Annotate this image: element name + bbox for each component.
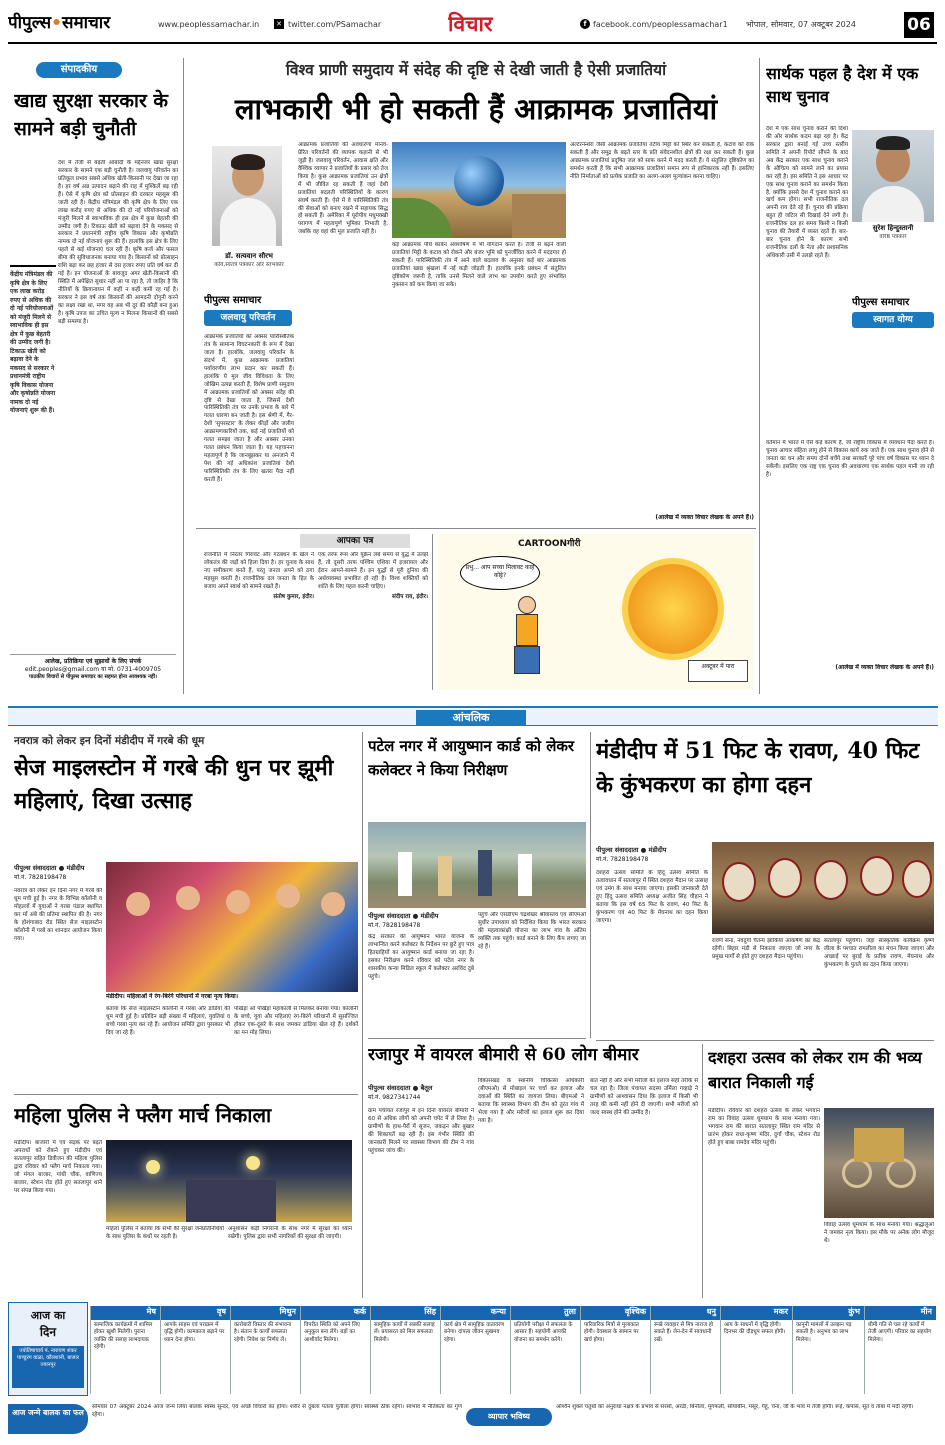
rajpur-col2: विकासखंड के स्थानीय चिकित्सा अधिकारी (बीएमओ) से मोबाइल पर चर्चा कर इलाज और दवाओं की स्थिति का जायजा लिया। बीएमओ ने बताया कि स्वास्थ्य विभाग की टीम को तुरंत गांव में भेजा गया है और मरीजों का इलाज शुरू कर दिया गया है। [478,1078,584,1124]
dateline: भोपाल, सोमवार, 07 अक्टूबर 2024 [746,20,856,29]
main-kicker: विश्व प्राणी समुदाय में संदेह की दृष्टि से देखी जाती है ऐसी प्रजातियां [285,60,667,79]
facebook-link[interactable]: facebook.com/peoplessamachar1 [593,20,728,29]
right-series-box: पीपुल्स समाचार स्वागत योग्य [852,296,934,336]
editorial-pullquote: केंद्रीय मंत्रिमंडल की कृषि क्षेत्र के लिए एक लाख करोड़ रुपए से अधिक की दो नई परियोजनाओं को मंजूरी मिलने से स्वाभाविक ही इस क्षेत्र में कुछ बेहतरी की उम्मीद जगी है। टिकाऊ खेती को बढ़ावा देने के मकसद से सरकार ने प्रधानमंत्री राष्ट्रीय कृषि विकास योजना और कृषोन्नति योजना नामक दो नई योजनाएं शुरू की हैं। [10,265,56,645]
letters-col2: एक तरफ रूस और यूक्रेन लंबे समय से युद्ध में उलझे हैं, तो दूसरी तरफ पश्चिम एशिया में इजरायल और ईरान आमने-सामने हैं। इन युद्धों से पूरी दुनिया की अर्थव्यवस्था प्रभावित हो रही है। विश्व शक्तियों को शांति के लिए पहल करनी चाहिए। संदीप राय, इंदौर। [318,552,428,600]
editorial-contact: आलेख, प्रतिक्रिया एवं सुझावों के लिए संपर्क edit.peoples@gmail.com या मो. 0731-4009705 पाठकीय विचारों से पीपुल्स समाचार का सहमत होना आवश्यक नहीं। [10,654,176,690]
author-role: कवि,स्वतंत्र पत्रकार और स्तंभकार [214,262,284,268]
right-footer: (आलेख में व्यक्त विचार लेखक के अपने हैं।) [835,664,934,671]
dussehra-photo [824,1108,934,1218]
rajpur-mobile: मो.नं. 9827341744 [368,1094,421,1101]
main-col4: अल्टरनेन्थेरा जैसी आक्रामक प्रजातियां तटीय मिट्टी को स्थिर कर सकती हैं, कटाव को रोक सकती हैं और समुद्र के बढ़ते स्तर के प्रति संवेदनशील क्षेत्रों की रक्षा कर सकती हैं। कुछ आक्रामक प्रजातियां प्रदूषित जल को साफ करने में मदद करती हैं। ये संतुलित दृष्टिकोण का समर्थन करती हैं कि सभी आक्रामक प्रजातियां समान रूप से हानिकारक नहीं हैं। इसलिए नीति निर्माताओं को प्रत्येक प्रजाति का अलग-अलग मूल्यांकन करना चाहिए। [570,142,754,180]
article-illustration [392,142,566,238]
right-author-name: सुरेश हिन्दुस्तानी [872,224,914,232]
birth-text: सोमवार 07 अक्टूबर 2024 आज जन्म लिया बालक स्वस्थ सुन्दर, एवं अच्छे विचारों का होगा। शरीर से दुबला पतला पुर्तीला होगा। स्वास्थ्य ठीक रहेगा। स्वभाव में नैतिकता का गुण रहेगा। [92,1404,462,1418]
main-col1: आक्रामक प्रजातियों की अवधारणा मानव-प्रेरित परिवर्तनों की व्यापक कहानी से भी जुड़ी है। जलवायु परिवर्तन, आवास क्षति और वैश्विक व्यापार ने प्रजातियों के प्रसार को तेज किया है। कुछ आक्रामक प्रजातियां उन क्षेत्रों में भी जीवित रह सकती हैं जहां देशी प्रजातियां बदलती परिस्थितियों के कारण संघर्ष करती हैं। ऐसे में वे पारिस्थितिकी तंत्र की सेवाओं को बनाए रखने में सहायक सिद्ध हो सकती हैं। अमेरिका में यूरोपीय मधुमक्खी परागण में महत्वपूर्ण भूमिका निभाती है, जबकि वह वहां की मूल प्रजाति नहीं है। [298,142,388,236]
rashi-dhanu: धनु रूखे व्यवहार से मित्र नाराज हो सकते हैं। लेन-देन में सावधानी रखें। [650,1306,720,1394]
main-footer: (आलेख में व्यक्त विचार लेखक के अपने हैं।) [655,514,754,521]
business-text: अश्विन शुक्ल चतुर्थी को अनुराधा नक्षत्र के प्रभाव से सरसों, अरंडी, बिनौला, मूंगफली, सोयाबीन, मसूर, गेहूं, चना, जौ के भाव में तेजी होगी। रूई, कपास, सूत व तांबा में मंदी रहेगी। [556,1404,914,1410]
ayushman-headline: पटेल नगर में आयुष्मान कार्ड को लेकर कलेक्टर ने किया निरीक्षण [368,737,575,779]
letters-title: आपका पत्र [300,534,410,548]
garba-headline: सेज माइलस्टोन में गरबे की धुन पर झूमी महिलाएं, दिखा उत्साह [14,755,334,814]
garba-photo [106,862,358,992]
rajpur-byline: पीपुल्स संवाददाता ● बैतूल [368,1084,433,1092]
ravan-photo [712,842,934,934]
police-caption: महिला पुलिस ने बताया कि सभी की सुरक्षा जनप्रतिनिधियों के साथ पुलिस के कंधों पर रहती है। [106,1226,224,1240]
page-number: 06 [904,12,934,38]
twitter-link[interactable]: twitter.com/PSamachar [288,20,382,29]
rashi-mesh: मेष सामाजिक कार्यक्रमों में शामिल होकर खुशी मिलेगी। पुराना व्यक्ति की सलाह लाभदायक रहेगी। [90,1306,160,1394]
rashi-tula: तुला प्रतियोगी परीक्षा में सफलता के आसार हैं। सहयोगी आपकी योजना का समर्थन करेंगे। [510,1306,580,1394]
garba-body-col1: नवरात्र को लेकर इन दिनों नगर में गरबे की धूम मची हुई है। नगर के विभिन्न कॉलोनी व मोहल्लों में युवाओं ने गरबा पंडाल स्थापित कर माँ अंबे की प्रतिमा स्थापित की है। नगर के होशंगाबाद रोड स्थित सेज माइलस्टोन कॉलोनी में गरबे का शानदार आयोजन किया गया। [14,888,102,942]
right-body-top: देश में एक साथ चुनाव कराने की दिशा की ओर सार्थक कदम बढ़ा रहा है। केंद्र सरकार द्वारा बनाई गई उच्च स्तरीय समिति ने अपनी रिपोर्ट सौंपने के बाद अब केंद्र सरकार एक साथ चुनाव कराने के औचित्य को सामने लाने का प्रयास कर रही है। इस समिति ने इस आधार पर एक साथ चुनाव कराने का समर्थन किया है, क्योंकि इससे देश में चुनाव कराने का खर्च कम होगा। सभी राजनीतिक दल अपनी राय देते रहे हैं। चुनाव की प्रक्रिया बहुत ही जटिल सी दिखाई देने लगी है। राजनीतिक दल हर समय किसी न किसी चुनाव की तैयारी में व्यस्त रहते हैं। बार-बार चुनाव होने के कारण सभी राजनीतिक दलों के नेता और प्रशासनिक अधिकारी उसी में उलझे रहते हैं। [766,126,848,259]
rashi-mithun: मिथुन कारोबारी विस्तार की संभावना है। संतान के कार्यों सफलता रहेगी। निवेश का निर्णय लें। [230,1306,300,1394]
rashi-kumbh: कुंभ कानूनी मामलों में उलझन पड़ सकती है। अनुभव का लाभ मिलेगा। [792,1306,864,1394]
twitter-icon: ✕ [274,19,284,29]
main-headline: लाभकारी भी हो सकती हैं आक्रामक प्रजातियां [234,92,718,126]
editorial-body: देश में तेजी से बढ़ती आबादी के मद्देनजर खाद्य सुरक्षा सरकार के सामने एक बड़ी चुनौती है। जलवायु परिवर्तन का प्रतिकूल प्रभाव सबसे अधिक खेती-किसानी पर देखा जा रहा है। हर वर्ष अन्न उत्पादन बढ़ाने की राह में मुश्किलें बढ़ रही हैं। ऐसे में कृषि क्षेत्र को प्रोत्साहन की दरकार महसूस की जाती रही है। केंद्रीय मंत्रिमंडल की कृषि क्षेत्र के लिए एक लाख करोड़ रुपए से अधिक की दो नई परियोजनाओं को मंजूरी मिलने से स्वाभाविक ही इस क्षेत्र में कुछ बेहतरी की उम्मीद जगी है। टिकाऊ खेती को बढ़ावा देने के मकसद से सरकार ने प्रधानमंत्री राष्ट्रीय कृषि विकास और कृषोन्नति नामक दो नई योजनाएं शुरू की हैं। हालांकि इस क्षेत्र के लिए पहले से कई योजनाएं चल रही हैं। कृषि कर्ज और फसल बीमा की सुविधाजनक बनाया गया है। किसानों को प्रोत्साहन राशि बढ़ा कर छह हजार से दस हजार रुपए प्रति वर्ष कर दी गई है। इन योजनाओं के बावजूद अगर खेती-किसानी की स्थिति में अपेक्षित सुधार नहीं आ पा रहा है, तो जाहिर है कि नीतियों के क्रियान्वयन में कहीं न कहीं कमी रह गई है। सरकार ने इस वर्ष तक किसानों की आमदनी दोगुनी करने का लक्ष्य रखा था, मगर वह अब भी दूर की कौड़ी बना हुआ है। कृषि उपज का उचित मूल्य न मिलना किसानों की सबसे बड़ी समस्या है। [58,160,178,325]
ayushman-photo [368,822,586,908]
ravan-col1: दशहरा उत्सव समिति के हिंदू उत्सव समिति के तत्वावधान में सतलापुर में स्थित दशहरा मैदान पर उत्साह एवं उमंग के साथ मनाया जाएगा। इसकी जानकारी देते हुए हिंदू उत्सव समिति अध्यक्ष अजीत सिंह चौहान ने बताया कि इस वर्ष 65 फिट के रावण, 40 फिट के कुंभकरण एवं 40 फिट के मेघनाथ का दहन किया जाएगा। [596,870,708,924]
business-tab: व्यापार भविष्य [466,1408,552,1426]
ayushman-byline: पीपुल्स संवाददाता ● मंडीदीप [368,912,439,920]
cartoon-panel [438,534,754,690]
editorial-headline: खाद्य सुरक्षा सरकार के सामने बड़ी चुनौती [14,90,168,140]
editorial-label: संपादकीय [36,62,122,78]
right-author-role: वरिष्ठ पत्रकार [879,234,907,240]
rashi-kark: कर्क विपरीत स्थिति को अपने लिए अनुकूल बना लेंगे। बड़ों का आशीर्वाद मिलेगा। [300,1306,370,1394]
masthead [8,6,938,40]
rajpur-headline: रजापुर में वायरल बीमारी से 60 लोग बीमार [368,1045,639,1065]
ayushman-col2: पहुंचे और एसडीएम चंद्रशेखर श्रीवास्तव एवं सीएमओ सुधीर उपाध्याय को निर्देशित किया कि भारत सरकार की महत्वाकांक्षी योजना का लाभ गांव के अंतिम व्यक्ति तक पहुंचे। कार्ड बनाने के लिए कैंप लगाए जा रहे हैं। [478,912,586,950]
letters-col1: राजनीति में निरंतर गिरावट और गठबंधन के खेल ने लोकतंत्र की जड़ों को हिला दिया है। हर चुनाव के साथ नए समीकरण बनते हैं, परंतु जनता अपने को ठगा महसूस करती है। राजनीतिक दल जनता के हित के बजाय अपने स्वार्थ को सामने रखते हैं। संतोष कुमार, इंदौर। [204,552,314,600]
website-link[interactable]: www.peoplessamachar.in [158,20,260,29]
brand-logo: पीपुल्स•समाचार [8,13,111,33]
police-col2: अनुशासन कड़ी निगरानी के साथ नगर में सुरक्षा का ध्यान रखेगी। पुलिस द्वारा सभी नागरिकों की सुरक्षा की जाएगी। [228,1226,352,1240]
birth-tab: आज जन्मे बालक का फल [8,1404,88,1434]
speech-bubble: प्रभु... आप सच्चा मिलावट काहे कोट्टे? [460,556,540,590]
regional-band: आंचलिक [8,706,938,726]
main-col3: कई आक्रामक पौधे कार्बन अवशोषण में भी योगदान करते हैं। तेजी से बढ़ने वाली प्रजातियां मिट्टी के कटाव को रोकने और बंजर भूमि को पुनर्जीवित करने में मददगार हो सकती हैं। पारिस्थितिकी तंत्र में आने वाले बदलाव के अनुसार कई बार आक्रामक प्रजातियां खाद्य श्रृंखला में नई कड़ी जोड़ती हैं। हालांकि इनके प्रबंधन में संतुलित दृष्टिकोण जरूरी है, ताकि उनसे मिलने वाले लाभ का उपयोग करते हुए संभावित नुकसान को कम किया जा सके। [392,242,566,288]
sun-icon [628,564,718,654]
main-col1-lower: आक्रामक प्रजातियों को अक्सर पारिस्थितिक तंत्र के सामान्य विघटनकारी के रूप में देखा जाता है। हालांकि, जलवायु परिवर्तन के संदर्भ में, कुछ आक्रामक प्रजातियां पर्यावरणीय लाभ प्रदान कर सकती हैं। हालांकि ये मूल जीव विविधता के लिए जोखिम उत्पन्न करती हैं, विशेष प्राणी समुदाय में आक्रामक प्रजातियों को अक्सर संदेह की दृष्टि से देखा जाता है, जिससे देशी पारिस्थितिकी तंत्र पर उनके प्रभाव के बारे में गलत धारणा बन जाती है। इस श्रेणी में, गैर-देशी 'सुपरस्टार' के लेकर कीड़ों और जलीय आक्रामणकारियों तक, कई नई प्रजातियों को गलत समझा जाता है और अक्सर उनका गलत प्रबंधन किया जाता है। यह पहचानना महत्वपूर्ण है कि जानबूझकर या अनजाने में पेश की गई अधिकांश प्रजातियां देशी पारिस्थितिकी तंत्र के लिए खतरा पैदा नहीं करती हैं। [204,334,294,483]
running-man [498,596,558,676]
police-col1: मंडीदीप। बाजारों में एवं सड़क पर बढ़ते अपराधों को रोकने हुए मंडीदीप एवं सतलापुर सहित डिवीजन की महिला पुलिस द्वारा रविवार को फ्लैग मार्च निकाला गया। जो मंगल बाजार, गांधी चौक, वाणिज्य बाजार, स्टेशन रोड होते हुए सतलापुर थाने पर संपन्न किया गया। [14,1140,102,1194]
rajpur-col1: ग्राम पंचायत रजापुर में इन दिनों वायरल बीमारी ने 60 से अधिक लोगों को अपनी चपेट में ले लिया है। ग्रामीणों के हाथ-पैरों में सूजन, जकड़न और बुखार की शिकायतें बढ़ रही हैं। इस गंभीर स्थिति की जानकारी मिलने पर स्वास्थ्य विभाग की टीम ने गांव पहुंचकर जांच की। [368,1108,474,1154]
ravan-col2: रावण सेना, नवदुर्गा चैतन्य झांकियां आकर्षण का केंद्र रहेंगी। बिहार मंडी से निकाला जाएगा जो नगर के प्रमुख मार्गों से होते हुए दशहरा मैदान पहुंचेगा। [712,938,820,960]
rashi-vrishchik: वृश्चिक पारिवारिक मित्रों से मुलाकात होगी। देवस्थल के सामान पर खर्च होगा। [580,1306,650,1394]
horoscope-header: आज का दिन ज्योतिषाचार्य पं. नारायण शंकर पाण्डुरंग वाळा, कौलशानी, बाजार ज्यानपुर [8,1302,88,1396]
rashi-kanya: कन्या कार्य क्षेत्र में सामूहिक वातावरण बनेगा। दांपत्य जीवन सुखमय रहेगा। [440,1306,510,1394]
cartoon-label: CARTOONगीरी [518,539,581,549]
cartoon-sign: अक्टूबर में पारा [688,660,748,682]
ayushman-col1: केंद्र सरकार की आयुष्मान भारत योजना के लाभान्वित करने कलेक्टर के निर्देशन पर छूटे हुए पात्र हितग्राहियों का आयुष्मान कार्ड बनाया जा रहा है। इसका निरीक्षण करने रविवार को पटेल नगर के शासकीय कन्या मिडिल स्कूल में कलेक्टर अरविंद दुबे पहुंचे। [368,934,474,980]
series-box: पीपुल्स समाचार जलवायु परिवर्तन [204,294,292,328]
ravan-byline: पीपुल्स संवाददाता ● मंडीदीप [596,846,667,854]
ravan-col3: सतलापुर पहुंचेंगा। जहां सांस्कृतिक कार्यक्रम कृष्ण लीला के पश्चात रामलीला का मंचन किया जाएगा और अच्छाई पर बुराई के प्रतीक रावण, मेघनाथ और कुंभकरण के पुतले का दहन किया जाएगा। [824,938,934,968]
author-photo [212,146,282,246]
police-headline: महिला पुलिस ने फ्लैग मार्च निकाला [14,1103,272,1127]
rashi-vrish: वृष आपके साहस एवं पराक्रम में वृद्धि होगी। कामकाज बढ़ाने पर ध्यान देना होगा। [160,1306,230,1394]
garba-mobile: मो.नं. 7828198478 [14,874,67,881]
garba-caption: मंडीदीप। महिलाओं ने रंग-बिरंगे परिधानों में गरबा नृत्य किया। [106,993,238,1000]
dussehra-col1: मंडीदीप। रविवार को दशहरा उत्सव के लेकर भगवान राम का विवाह उत्सव धूमधाम के साथ मनाया गया। भगवान राम की बारात सतलापुर स्थित राम मंदिर से प्रारंभ होकर राधा-कृष्ण मंदिर, दुर्गा चौक, स्टेशन रोड होते हुए बाबा रामदेव मंदिर पहुंची। [708,1108,820,1146]
rashi-makar: मकर आय के साधनों में वृद्धि होगी। दिनभर की दौड़धूप सफल होगी। [720,1306,792,1394]
author-name: डॉ. सत्यवान सौरभ [225,252,273,260]
right-headline: सार्थक पहल है देश में एक साथ चुनाव [766,64,919,107]
right-author-photo [852,130,934,222]
garba-byline: पीपुल्स संवाददाता ● मंडीदीप [14,864,85,872]
right-body-bottom: वर्तमान में भारत में ऐसे कई कारण हैं, जो राष्ट्रीय विकास में व्यवधान पैदा करते हैं। चुनाव आचार संहिता लागू होने से विकास कार्य रुक जाते हैं। एक साथ चुनाव होने से जनता का धन और समय दोनों बचेंगे तथा सरकारें पूरे पांच वर्ष विकास पर ध्यान दे सकेंगी। इसलिए एक राष्ट्र एक चुनाव की अवधारणा एक सार्थक पहल मानी जा रही है। [766,440,934,478]
section-title: विचार [448,11,493,36]
dussehra-headline: दशहरा उत्सव को लेकर राम की भव्य बारात निकाली गई [708,1048,922,1092]
garba-kicker: नवरात्र को लेकर इन दिनों मंडीदीप में गरबे की धूम [14,735,205,747]
ravan-mobile: मो.नं. 7828198478 [596,856,649,863]
ayushman-mobile: मो.नं. 7828198478 [368,922,421,929]
garba-body-col2: बताया कि सेज माइलस्टोन कॉलोनी में गरबा और डांडिया की धूम मची हुई है। प्रतिदिन बड़ी संख्या में महिलाएं, युवतियां व बच्चे गरबा नृत्य कर रहे हैं। आयोजन समिति द्वारा पुरस्कार भी दिए जा रहे हैं। [106,1006,230,1036]
rajpur-col3: बात नहीं है और सभी मरीजों का इलाज सही तरीके से चल रहा है। जिला पंचायत सदस्य उर्मिला गव्हाड़े ने ग्रामीणों को आश्वासन दिया कि इलाज में किसी भी तरह की कमी नहीं होने दी जाएगी। सभी मरीजों को जल्द स्वस्थ होने की उम्मीद है। [590,1078,698,1116]
ravan-headline: मंडीदीप में 51 फिट के रावण, 40 फिट के कुंभकरण का होगा दहन [596,738,920,799]
garba-body-col3: पंखिड़ा ओ पंखिड़ा महाकाली से मिलकर बनाया गया। कॉलोनी के बच्चे, युवा और महिलाएं रंग-बिरंगे परिधानों में सुसज्जित होकर एक-दूसरे के साथ जमकर डांडिया खेल रहे हैं। दर्शकों का मन मोह लिया। [234,1006,358,1036]
rashi-singh: सिंह सामूहिक कार्यों में सबकी सलाह लें। प्रयासरत को मिल सफलता मिलेगी। [370,1306,440,1394]
dussehra-col2: विवाह उत्सव धूमधाम के साथ मनाया गया। श्रद्धालुओं ने जमकर नृत्य किया। इस मौके पर अनेक लोग मौजूद थे। [824,1222,934,1244]
police-photo [106,1140,352,1222]
rashi-meen: मीन धीमी गति से चल रहे कार्यों में तेजी आएगी। परिवार का सहयोग मिलेगा। [864,1306,936,1394]
facebook-icon: f [580,19,590,29]
